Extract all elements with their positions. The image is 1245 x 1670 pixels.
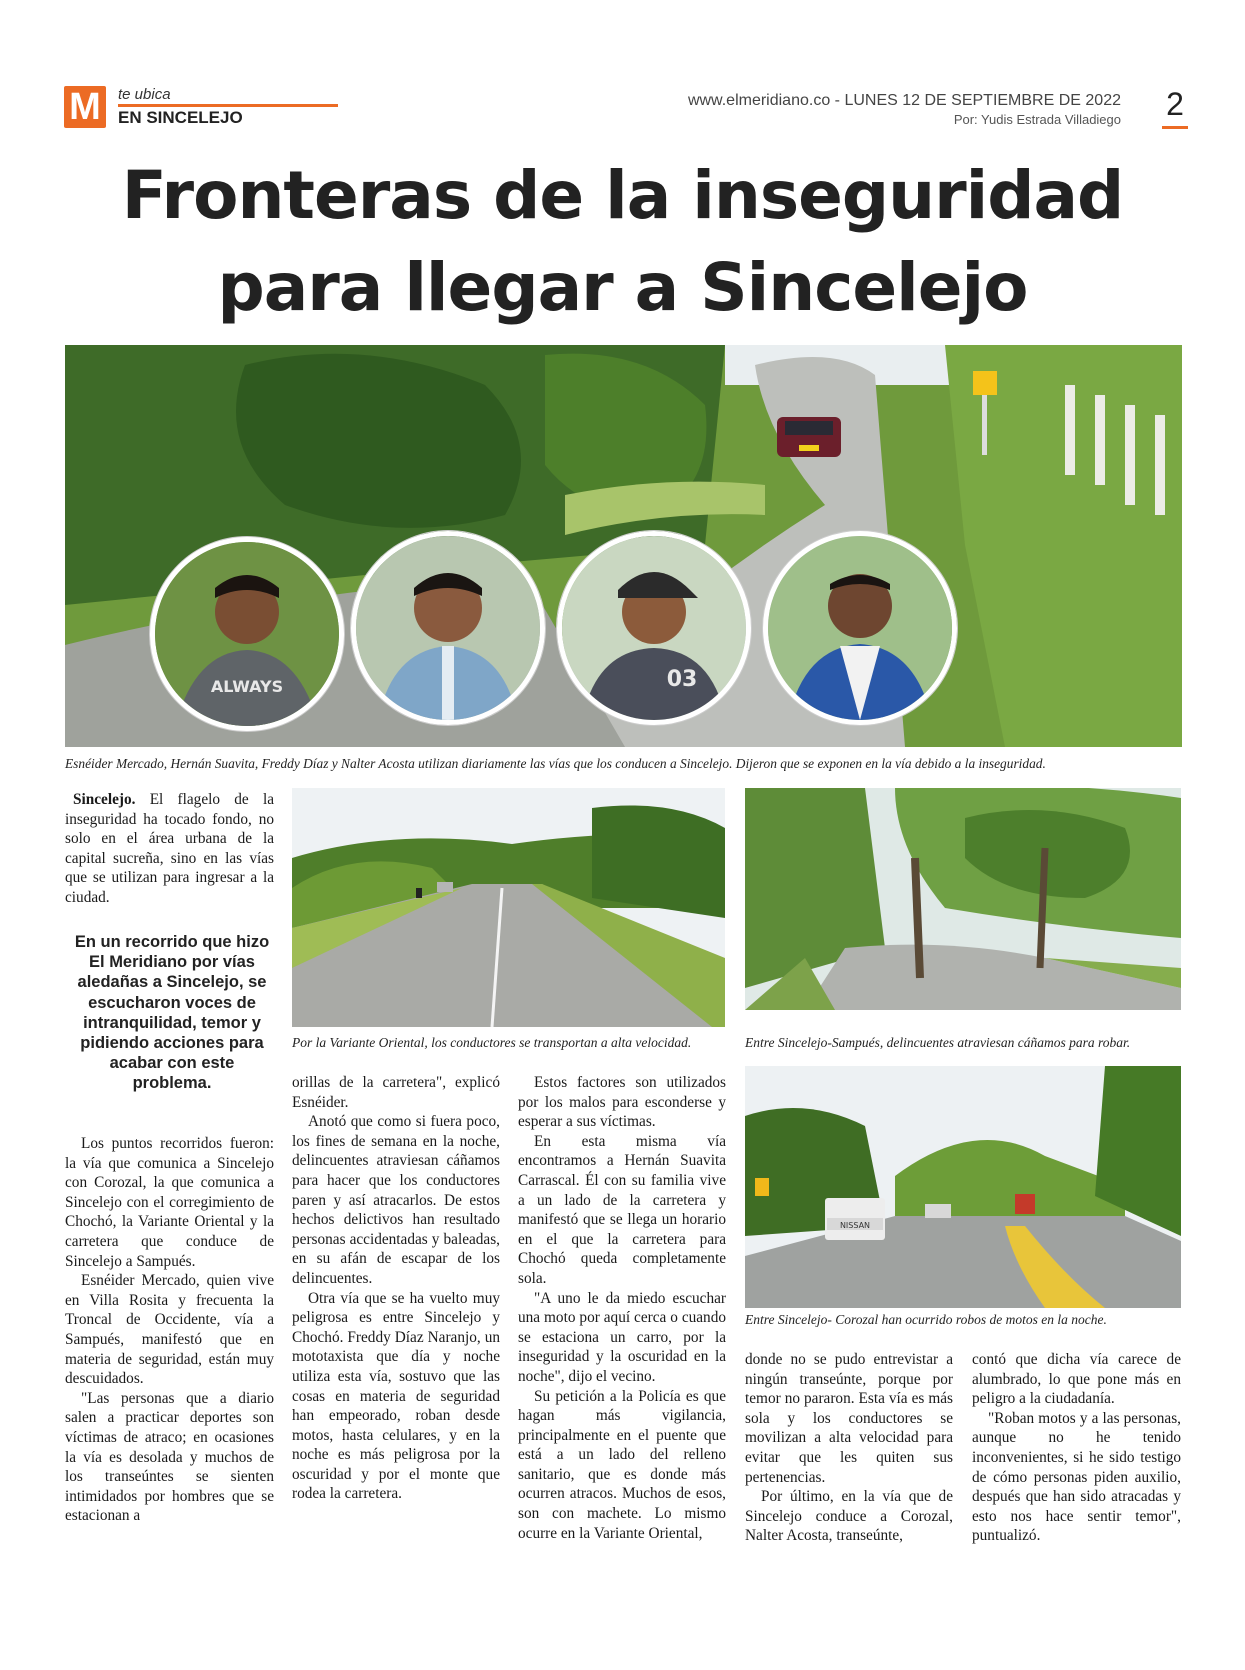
page-number-rule (1162, 126, 1188, 129)
article-column-1-lead (65, 790, 274, 908)
page-number: 2 (1166, 86, 1184, 122)
section-kicker: te ubica (118, 86, 171, 103)
truck-plate-text: NISSAN (839, 1221, 871, 1230)
portrait-figure-icon (562, 536, 746, 720)
portrait-figure-icon (155, 542, 339, 726)
paragraph: "A uno le da miedo escuchar una moto por aquí cerca o cuando se estaciona un carro, por la inseguridad y la oscuridad en la noche", dijo el vecino. (518, 1289, 726, 1385)
article-column-5 (972, 1350, 1181, 1546)
lead-text: El flagelo de la inseguridad ha tocado fondo, no solo en el área urbana de la capital sucreña, sino en las vías que se utilizan para ingresar a la ciudad. (65, 791, 274, 906)
paragraph: Otra vía que se ha vuelto muy peligrosa es entre Sincelejo y Chochó. Freddy Díaz Naranjo, un mototaxista que día y noche utiliza esta vía, sostuvo que las cosas en materia de seguridad han empeorado, roban desde motos, hasta celulares, y en la noche es más peligrosa por la oscuridad y por el monte que rodea la carretera. (292, 1289, 500, 1503)
portrait-hernan-suavita (351, 531, 545, 725)
lead-dateline: Sincelejo. (73, 791, 136, 808)
paragraph: contó que dicha vía carece de alumbrado, lo que pone más en peligro a la ciudadanía. (972, 1351, 1181, 1408)
section-rule (118, 104, 338, 107)
sampues-road-scene (745, 788, 1181, 1010)
paragraph: "Las personas que a diario salen a practicar deportes son víctimas de atraco; en ocasiones la vía es desolada y muchos de los transeúntes se sienten intimidados por hombres que se estacionan a (65, 1389, 274, 1525)
paragraph: Su petición a la Policía es que hagan más vigilancia, principalmente en el puente que está a un lado del relleno sanitario, que es donde más ocurren atracos. Muchos de esos, son con machete. Lo mismo ocurre en la Variante Oriental, (518, 1387, 726, 1542)
article-column-4 (745, 1350, 953, 1546)
newspaper-logo: M (64, 86, 106, 128)
svg-text:ALWAYS: ALWAYS (210, 677, 284, 696)
paragraph: Esnéider Mercado, quien vive en Villa Rosita y frecuenta la Troncal de Occidente, vía a Sampués, manifestó que en materia de seguridad, están muy descuidados. (65, 1272, 274, 1388)
hero-photo (65, 345, 1182, 747)
paragraph: Por último, en la vía que de Sincelejo conduce a Corozal, Nalter Acosta, transeúnte, (745, 1488, 953, 1545)
variante-road-scene (292, 788, 725, 1027)
paragraph: orillas de la carretera", explicó Esnéider. (292, 1074, 500, 1111)
corozal-photo (745, 1066, 1181, 1308)
pull-quote: En un recorrido que hizo El Meridiano por vías aledañas a Sincelejo, se escucharon voces de intranquilidad, temor y pidiendo acciones para acabar con este problema. (74, 933, 270, 1093)
paragraph: Anotó que como si fuera poco, los fines de semana en la noche, delincuentes atraviesan cáñamos para hacer que los conductores paren y así atracarlos. De estos hechos delictivos han resultado personas accidentadas y baleadas, en su afán de escapar de los delincuentes. (292, 1113, 500, 1287)
sampues-caption: Entre Sincelejo-Sampués, delincuentes atraviesan cáñamos para robar. (745, 1035, 1131, 1050)
portrait-nalter-acosta (763, 531, 957, 725)
lead-paragraph (65, 790, 274, 908)
corozal-road-scene (745, 1066, 1181, 1308)
headline (40, 150, 1205, 334)
paragraph: Los puntos recorridos fueron: la vía que comunica a Sincelejo con Corozal, la que comunica a Sincelejo con el corregimiento de Chochó, la Variante Oriental y la carretera que conduce de Sincelejo a Sampués. (65, 1135, 274, 1270)
byline: Por: Yudis Estrada Villadiego (953, 112, 1121, 127)
portrait-figure-icon (356, 536, 540, 720)
headline-line-1: Fronteras de la inseguridad (121, 157, 1124, 234)
paragraph: Estos factores son utilizados por los malos para esconderse y esperar a sus víctimas. (518, 1074, 726, 1131)
portrait-freddy-diaz (557, 531, 751, 725)
svg-text:03: 03 (666, 667, 698, 692)
variante-oriental-photo (292, 788, 725, 1027)
article-column-3 (518, 1073, 726, 1543)
article-column-2 (292, 1073, 500, 1504)
site-and-date: www.elmeridiano.co - LUNES 12 DE SEPTIEMBRE DE 2022 (687, 92, 1121, 109)
article-column-1 (65, 1134, 274, 1526)
section-name: EN SINCELEJO (118, 108, 243, 127)
portrait-esneider-mercado (150, 537, 344, 731)
paragraph: "Roban motos y a las personas, aunque no he tenido inconvenientes, si he sido testigo de cómo personas piden auxilio, después que han sido atracadas y esto nos hace sentir temor", puntualizó. (972, 1409, 1181, 1545)
headline-line-2: para llegar a Sincelejo (217, 249, 1028, 326)
portrait-figure-icon (768, 536, 952, 720)
paragraph: donde no se pudo entrevistar a ningún transeúnte, porque por temor no pararon. Esta vía es más sola y los conductores se movilizan a alta velocidad para evitar que les quiten sus pertenencias. (745, 1351, 953, 1486)
variante-caption: Por la Variante Oriental, los conductores se transportan a alta velocidad. (292, 1035, 692, 1050)
sampues-photo (745, 788, 1181, 1010)
corozal-caption: Entre Sincelejo- Corozal han ocurrido robos de motos en la noche. (745, 1312, 1107, 1327)
hero-caption: Esnéider Mercado, Hernán Suavita, Freddy Díaz y Nalter Acosta utilizan diariamente las vías que los conducen a Sincelejo. Dijeron que se exponen en la vía debido a la inseguridad. (65, 756, 1046, 771)
paragraph: En esta misma vía encontramos a Hernán Suavita Carrascal. Él con su familia vive a un lado de la carretera y manifestó que se llega un horario en el que la carretera para Chochó queda completamente sola. (518, 1132, 726, 1287)
